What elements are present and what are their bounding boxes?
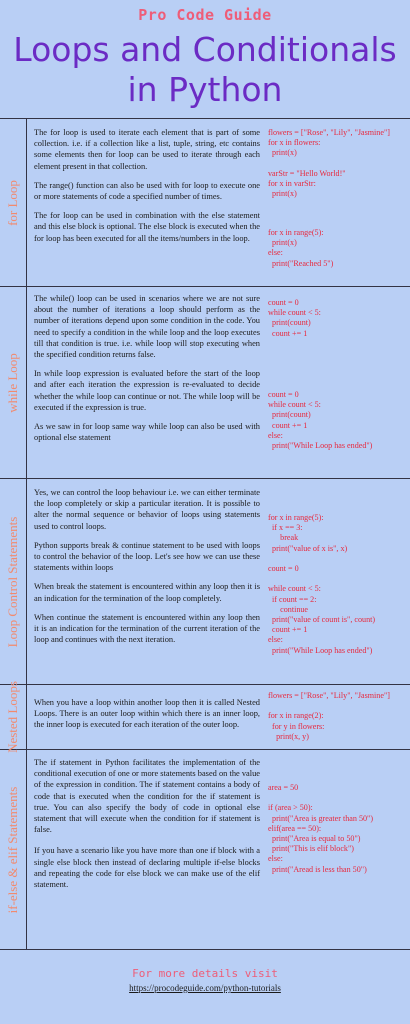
paragraph: When break the statement is encountered within any loop then it is an indication for the termination of the loop completely. <box>34 582 260 603</box>
paragraph: If you have a scenario like you have more than one if block with a single else block then instead of declaring multiple if-else blocks and repeating the code for else block we can make use of the elif statement. <box>34 846 260 890</box>
section-if-else <box>0 750 410 950</box>
paragraph: In while loop expression is evaluated before the start of the loop and after each iteration the expression is re-evaluated to decide whether the while loop can continue or not. The while loop will be executed if the expression is true. <box>34 369 260 412</box>
section-label: Loop Control Statements <box>5 516 20 647</box>
footer-link[interactable]: https://procodeguide.com/python-tutorials <box>129 983 281 993</box>
paragraph: The range() function can also be used with for loop to execute one or more statements of code a specified number of times. <box>34 180 260 202</box>
paragraph: The if statement in Python facilitates the implementation of the conditional execution of one or more statements based on the value of the expression in condition. The if statement contains a body of code that is executed when the condition for the if statement is true. You can also specify the body of code in optional else statement that will execute when the condition for if statement is false. <box>34 758 260 835</box>
paragraph: The for loop can be used in combination with the else statement and this else block is optional. The else block is executed when the for loop has been executed for all the items/numbers in the loop. <box>34 211 260 243</box>
title-line-2: in Python <box>127 70 283 109</box>
title-line-1: Loops and Conditionals <box>13 30 397 69</box>
code-block: area = 50 if (area > 50): print("Area is greater than 50") elif(area == 50): print("Area is equal to 50") print("This is elif block") else: print("Aread is less than 50") <box>268 783 374 874</box>
section-nested-loops <box>0 681 410 753</box>
section-label-cell <box>0 681 27 753</box>
section-while-loop <box>0 287 410 479</box>
section-label: if-else & elif Statements <box>5 786 20 913</box>
code-block: count = 0 while count < 5: print(count) count += 1 <box>268 298 321 338</box>
section-text <box>34 487 260 645</box>
section-text <box>34 757 260 890</box>
paragraph: As we saw in for loop same way while loop can also be used with optional else statement <box>34 422 260 443</box>
code-block: flowers = ["Rose", "Lily", "Jasmine"] for x in flowers: print(x) varStr = "Hello World!" for x in varStr: print(x) <box>268 128 390 199</box>
section-loop-control <box>0 479 410 685</box>
paragraph: When you have a loop within another loop then it is called Nested Loops. There is an outer loop within which there is an inner loop, the inner loop is executed for each iteration of the outer loop. <box>34 698 260 730</box>
code-block: flowers = ["Rose", "Lily", "Jasmine"] for x in range(2): for y in flowers: print(x, y) <box>268 691 390 741</box>
footer-label: For more details visit <box>132 967 278 980</box>
paragraph: Python supports break & continue statement to be used with loops to control the behavior of the loop. Let's see how we can use these statements within loops <box>34 540 260 573</box>
section-label-cell <box>0 479 27 684</box>
paragraph: When continue the statement is encountered within any loop then it is an indication for the termination of the current iteration of the loop and continues with the next iteration. <box>34 612 260 645</box>
section-label-cell <box>0 119 27 286</box>
paragraph: Yes, we can control the loop behaviour i.e. we can either terminate the loop completely or skip a particular iteration. It is possible to alter the normal sequence or behavior of loops using statements used to control loops. <box>34 488 260 531</box>
brand-name: Pro Code Guide <box>138 6 272 24</box>
section-text <box>34 697 260 731</box>
paragraph: The while() loop can be used in scenarios where we are not sure about the number of iterations a loop should perform as the number of iterations depend upon some condition in the code. You need to specify a condition in the while loop and the loop executes till that condition is true. i.e. while loop will stop executing when the specified condition returns false. <box>34 294 260 360</box>
page-title <box>0 30 410 110</box>
section-label-cell <box>0 287 27 478</box>
code-block: for x in range(5): if x == 3: break print("value of x is", x) count = 0 while count < 5: if count == 2: continue print("value of count is", count) count += 1 else: print("While Loop has ended") <box>268 513 376 655</box>
section-label-cell <box>0 750 27 949</box>
code-block: count = 0 while count < 5: print(count) count += 1 else: print("While Loop has ended") <box>268 390 373 451</box>
section-text <box>34 293 260 443</box>
section-label: while Loop <box>5 352 20 413</box>
section-label: Nested Loops <box>5 681 20 753</box>
section-text <box>34 127 260 244</box>
code-block: for x in range(5): print(x) else: print("Reached 5") <box>268 228 334 268</box>
sections-table <box>0 118 410 950</box>
paragraph: The for loop is used to iterate each element that is part of some collection. i.e. if a collection like a list, tuple, string, etc contains some elements then for loop can be used to iterate through each element present in that collection. <box>34 128 260 171</box>
section-for-loop <box>0 119 410 287</box>
section-label: for Loop <box>5 179 20 226</box>
